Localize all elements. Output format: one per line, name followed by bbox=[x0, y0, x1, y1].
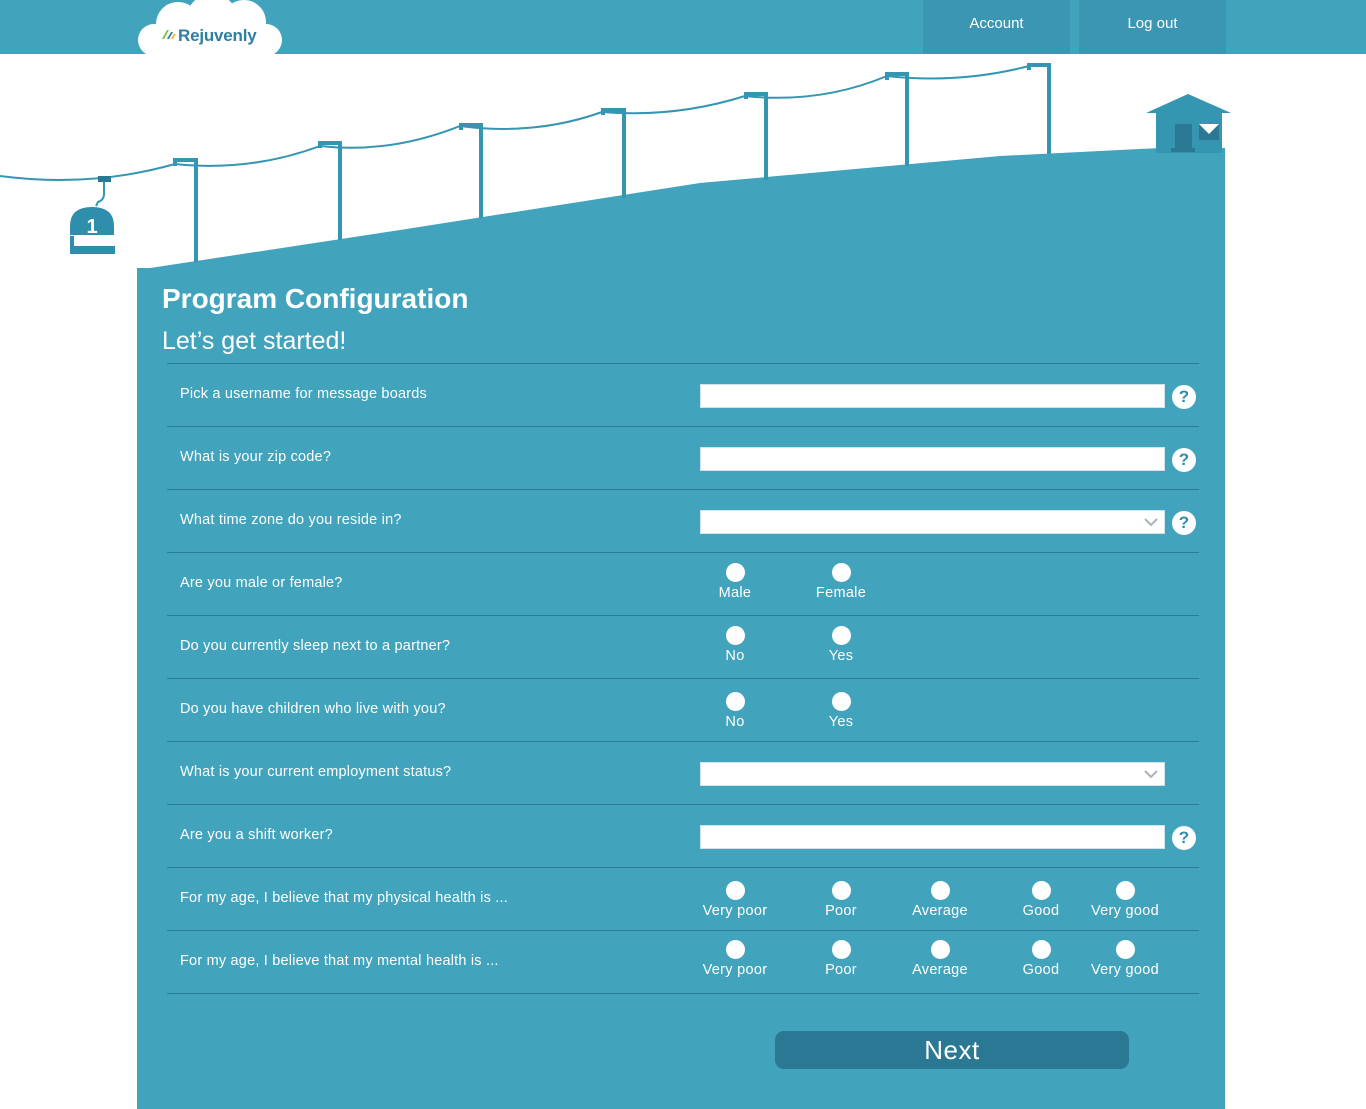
partner-no-radio[interactable] bbox=[726, 626, 745, 645]
option-label: Very good bbox=[1091, 903, 1159, 919]
question-label: What time zone do you reside in? bbox=[180, 512, 402, 528]
question-row-employment bbox=[167, 741, 1199, 804]
option-label: Very poor bbox=[702, 903, 768, 919]
account-button[interactable]: Account bbox=[923, 0, 1070, 54]
gondola-step-number: 1 bbox=[86, 216, 98, 238]
question-label: What is your current employment status? bbox=[180, 764, 452, 780]
next-button[interactable]: Next bbox=[775, 1031, 1129, 1069]
question-row-timezone bbox=[167, 489, 1199, 552]
question-label: Pick a username for message boards bbox=[180, 386, 427, 402]
logout-button[interactable]: Log out bbox=[1079, 0, 1226, 54]
radio-option bbox=[791, 940, 891, 978]
question-label: For my age, I believe that my physical health is ... bbox=[180, 890, 508, 906]
radio-option bbox=[685, 692, 785, 730]
option-label: Very good bbox=[1091, 962, 1159, 978]
help-icon[interactable]: ? bbox=[1172, 511, 1196, 535]
logo-icon bbox=[159, 29, 177, 41]
radio-option bbox=[890, 940, 990, 978]
option-label: Good bbox=[1022, 903, 1060, 919]
mental-very-good-radio[interactable] bbox=[1116, 940, 1135, 959]
question-row-mental-health bbox=[167, 930, 1199, 994]
employment-select[interactable] bbox=[700, 762, 1165, 786]
physical-average-radio[interactable] bbox=[931, 881, 950, 900]
chevron-down-icon bbox=[1144, 517, 1158, 527]
help-icon[interactable]: ? bbox=[1172, 385, 1196, 409]
gondola-icon bbox=[70, 176, 115, 254]
question-label: What is your zip code? bbox=[180, 449, 332, 465]
physical-very-good-radio[interactable] bbox=[1116, 881, 1135, 900]
option-label: Poor bbox=[825, 962, 857, 978]
shift-worker-field-box bbox=[700, 825, 1165, 849]
shift-worker-input[interactable] bbox=[701, 826, 1164, 848]
question-label: Do you currently sleep next to a partner? bbox=[180, 638, 451, 654]
option-label: Female bbox=[815, 585, 867, 601]
mental-average-radio[interactable] bbox=[931, 940, 950, 959]
radio-option bbox=[685, 626, 785, 664]
help-icon[interactable]: ? bbox=[1172, 448, 1196, 472]
radio-option bbox=[1075, 881, 1175, 919]
option-label: Average bbox=[912, 903, 968, 919]
option-label: Male bbox=[718, 585, 752, 601]
option-label: Yes bbox=[828, 714, 854, 730]
gender-male-radio[interactable] bbox=[726, 563, 745, 582]
username-input[interactable] bbox=[701, 385, 1164, 407]
page-subtitle: Let’s get started! bbox=[162, 327, 347, 355]
physical-good-radio[interactable] bbox=[1032, 881, 1051, 900]
chevron-down-icon bbox=[1144, 769, 1158, 779]
option-label: Very poor bbox=[702, 962, 768, 978]
question-row-partner bbox=[167, 615, 1199, 678]
physical-poor-radio[interactable] bbox=[832, 881, 851, 900]
physical-very-poor-radio[interactable] bbox=[726, 881, 745, 900]
question-row-username bbox=[167, 363, 1199, 426]
help-icon[interactable]: ? bbox=[1172, 826, 1196, 850]
question-row-children bbox=[167, 678, 1199, 741]
children-no-radio[interactable] bbox=[726, 692, 745, 711]
question-label: Are you a shift worker? bbox=[180, 827, 333, 843]
children-yes-radio[interactable] bbox=[832, 692, 851, 711]
radio-option bbox=[685, 563, 785, 601]
question-row-physical-health bbox=[167, 867, 1199, 930]
partner-yes-radio[interactable] bbox=[832, 626, 851, 645]
radio-option bbox=[791, 626, 891, 664]
option-label: Average bbox=[912, 962, 968, 978]
radio-option bbox=[890, 881, 990, 919]
brand-logo[interactable]: Rejuvenly bbox=[178, 26, 257, 45]
radio-option bbox=[685, 940, 785, 978]
option-label: Poor bbox=[825, 903, 857, 919]
gender-female-radio[interactable] bbox=[832, 563, 851, 582]
ski-lift-illustration bbox=[0, 54, 1366, 274]
zip-code-input[interactable] bbox=[701, 448, 1164, 470]
radio-option bbox=[791, 881, 891, 919]
username-field-box bbox=[700, 384, 1165, 408]
question-label: For my age, I believe that my mental health is ... bbox=[180, 953, 499, 969]
radio-option bbox=[685, 881, 785, 919]
option-label: No bbox=[725, 714, 745, 730]
radio-option bbox=[791, 692, 891, 730]
option-label: Good bbox=[1022, 962, 1060, 978]
mental-poor-radio[interactable] bbox=[832, 940, 851, 959]
house-icon bbox=[1146, 94, 1231, 153]
timezone-select[interactable] bbox=[700, 510, 1165, 534]
question-row-shift-worker bbox=[167, 804, 1199, 867]
mental-good-radio[interactable] bbox=[1032, 940, 1051, 959]
question-row-gender bbox=[167, 552, 1199, 615]
option-label: No bbox=[725, 648, 745, 664]
zip-field-box bbox=[700, 447, 1165, 471]
radio-option bbox=[1075, 940, 1175, 978]
radio-option bbox=[791, 563, 891, 601]
question-label: Do you have children who live with you? bbox=[180, 701, 446, 717]
question-row-zip bbox=[167, 426, 1199, 489]
page-title: Program Configuration bbox=[162, 283, 469, 314]
option-label: Yes bbox=[828, 648, 854, 664]
mental-very-poor-radio[interactable] bbox=[726, 940, 745, 959]
question-label: Are you male or female? bbox=[180, 575, 343, 591]
